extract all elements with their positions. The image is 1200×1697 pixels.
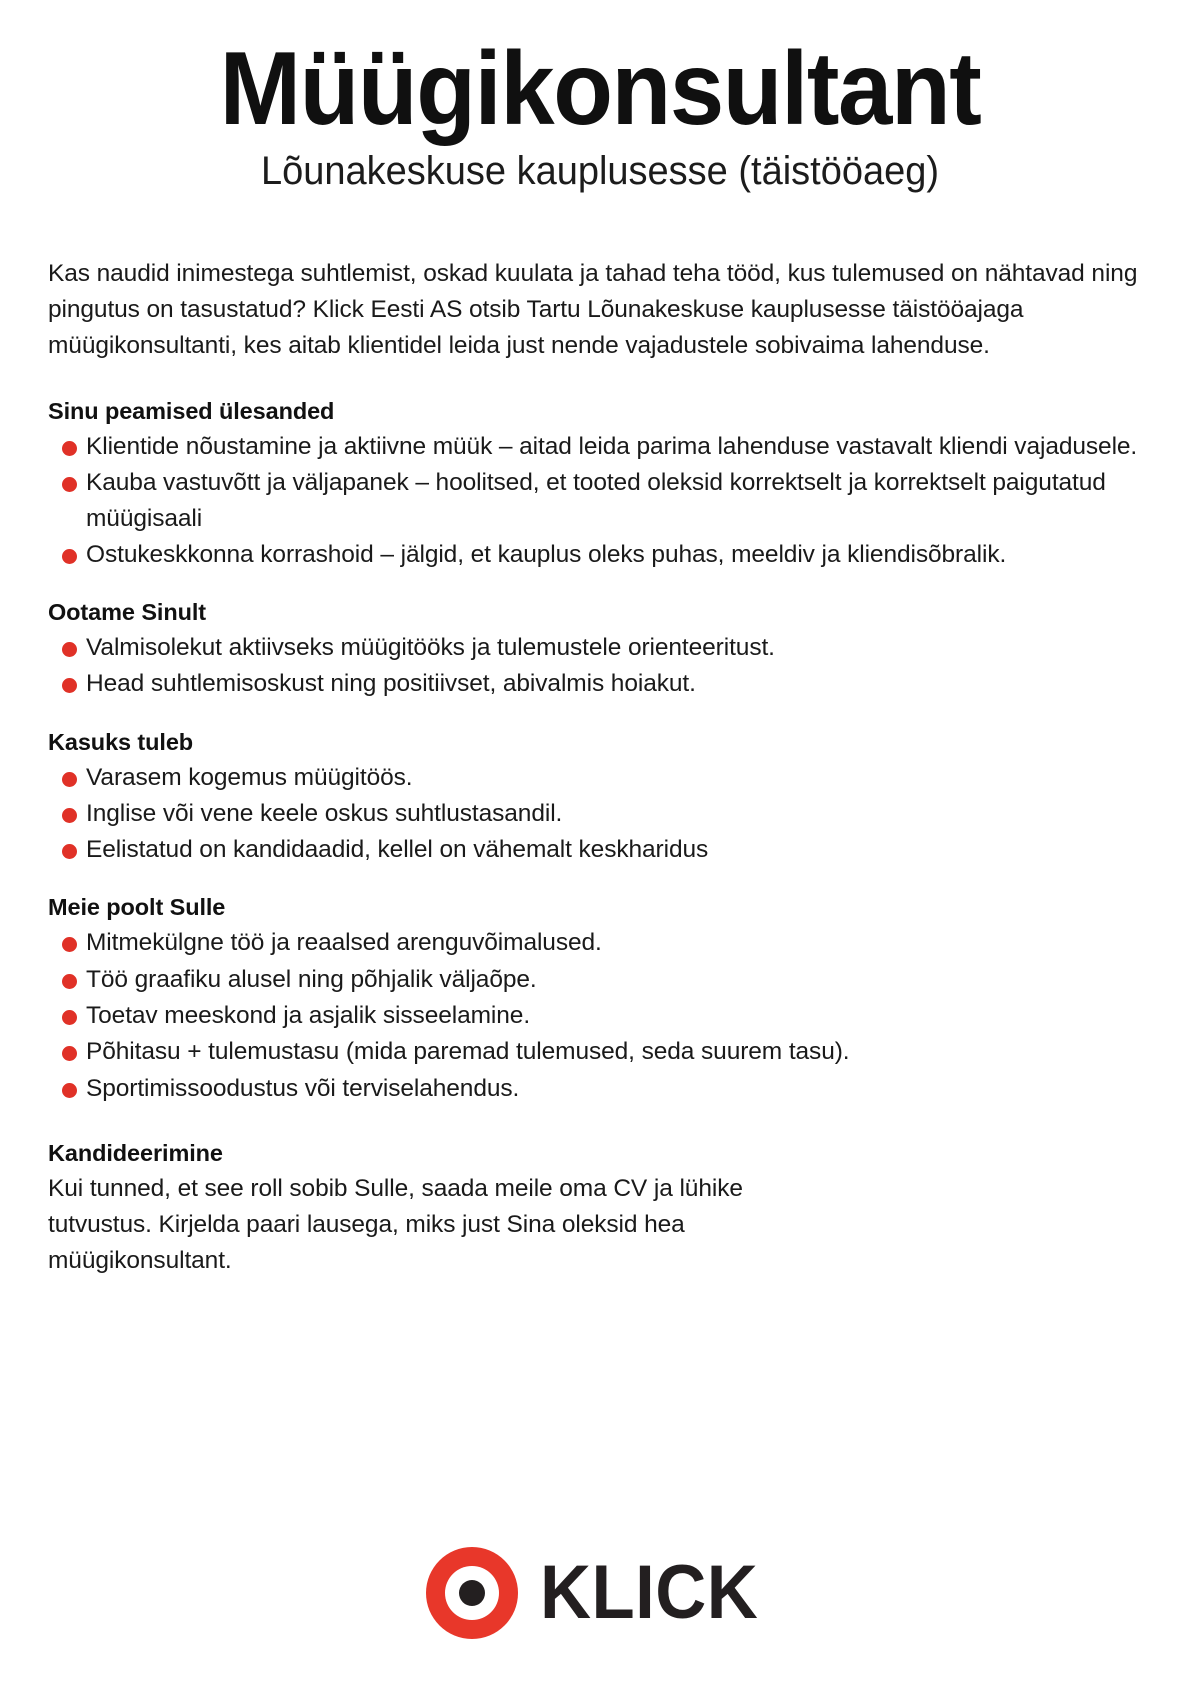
page-subtitle: Lõunakeskuse kauplusesse (täistööaeg) [260, 149, 940, 194]
section-heading: Meie poolt Sulle [48, 894, 226, 921]
section-heading: Ootame Sinult [48, 599, 206, 626]
list-item [48, 429, 1148, 464]
list-item [48, 760, 1148, 795]
poster-body [44, 256, 1156, 1279]
section [48, 894, 1148, 1105]
bullet-list [48, 429, 1148, 572]
bullet-dot-icon [62, 772, 77, 787]
list-item-label: Töö graafiku alusel ning põhjalik väljaõpe. [86, 965, 537, 993]
bullet-dot-icon [62, 937, 77, 952]
list-item [48, 1034, 1148, 1069]
sections-container [48, 398, 1148, 1106]
list-item [48, 962, 1148, 997]
bullet-dot-icon [62, 1010, 77, 1025]
bullet-dot-icon [62, 441, 77, 456]
bullet-dot-icon [62, 844, 77, 859]
list-item [48, 666, 1148, 701]
list-item-label: Kauba vastuvõtt ja väljapanek – hoolitsed, et tooted oleksid korrektselt ja korrektselt paigutatud müügisaali [86, 469, 1106, 532]
apply-heading: Kandideerimine [48, 1139, 223, 1166]
bullet-list [48, 630, 1148, 702]
bullet-dot-icon [62, 678, 77, 693]
klick-logo [426, 1547, 775, 1639]
bullet-dot-icon [62, 974, 77, 989]
poster-header [44, 0, 1156, 194]
apply-section [48, 1140, 1148, 1279]
list-item [48, 925, 1148, 960]
section [48, 599, 1148, 702]
footer-logo-area [0, 1547, 1200, 1639]
bullet-list [48, 925, 1148, 1105]
section-heading: Sinu peamised ülesanded [48, 398, 335, 425]
list-item-label: Inglise või vene keele oskus suhtlustasandil. [86, 799, 563, 827]
section [48, 398, 1148, 572]
list-item-label: Põhitasu + tulemustasu (mida paremad tulemused, seda suurem tasu). [86, 1038, 850, 1066]
intro-paragraph: Kas naudid inimestega suhtlemist, oskad kuulata ja tahad teha tööd, kus tulemused on nähtavad ning pingutus on tasustatud? Klick Eesti AS otsib Tartu Lõunakeskuse kauplusesse täistööajaga müügikonsultanti, kes aitab klientidel leida just nende vajadustele sobivaima lahenduse. [48, 260, 1138, 360]
klick-target-logo-icon [426, 1547, 518, 1639]
list-item-label: Klientide nõustamine ja aktiivne müük – aitad leida parima lahenduse vastavalt kliendi vajadusele. [86, 433, 1138, 461]
bullet-dot-icon [62, 1046, 77, 1061]
list-item-label: Head suhtlemisoskust ning positiivset, abivalmis hoiakut. [86, 670, 696, 698]
bullet-list [48, 760, 1148, 868]
list-item-label: Valmisolekut aktiivseks müügitööks ja tulemustele orienteeritust. [86, 634, 775, 662]
section-heading: Kasuks tuleb [48, 728, 194, 755]
bullet-dot-icon [62, 642, 77, 657]
bullet-dot-icon [62, 808, 77, 823]
list-item [48, 630, 1148, 665]
list-item [48, 998, 1148, 1033]
list-item-label: Eelistatud on kandidaadid, kellel on vähemalt keskharidus [86, 836, 709, 864]
list-item-label: Varasem kogemus müügitöös. [86, 763, 413, 791]
bullet-dot-icon [62, 549, 77, 564]
section [48, 729, 1148, 868]
apply-text: Kui tunned, et see roll sobib Sulle, saada meile oma CV ja lühike tutvustus. Kirjelda paari lausega, miks just Sina oleksid hea müügikonsultant. [48, 1174, 743, 1274]
list-item [48, 796, 1148, 831]
list-item-label: Mitmekülgne töö ja reaalsed arenguvõimalused. [86, 929, 602, 957]
list-item [48, 1071, 1148, 1106]
list-item-label: Ostukeskkonna korrashoid – jälgid, et kauplus oleks puhas, meeldiv ja kliendisõbralik. [86, 540, 1007, 568]
list-item [48, 465, 1148, 536]
list-item [48, 832, 1148, 867]
bullet-dot-icon [62, 1083, 77, 1098]
klick-wordmark: KLICK [539, 1550, 758, 1635]
list-item-label: Sportimissoodustus või terviselahendus. [86, 1074, 520, 1102]
bullet-dot-icon [62, 477, 77, 492]
list-item [48, 537, 1148, 572]
page-title: Müügikonsultant [219, 31, 981, 147]
list-item-label: Toetav meeskond ja asjalik sisseelamine. [86, 1002, 531, 1029]
